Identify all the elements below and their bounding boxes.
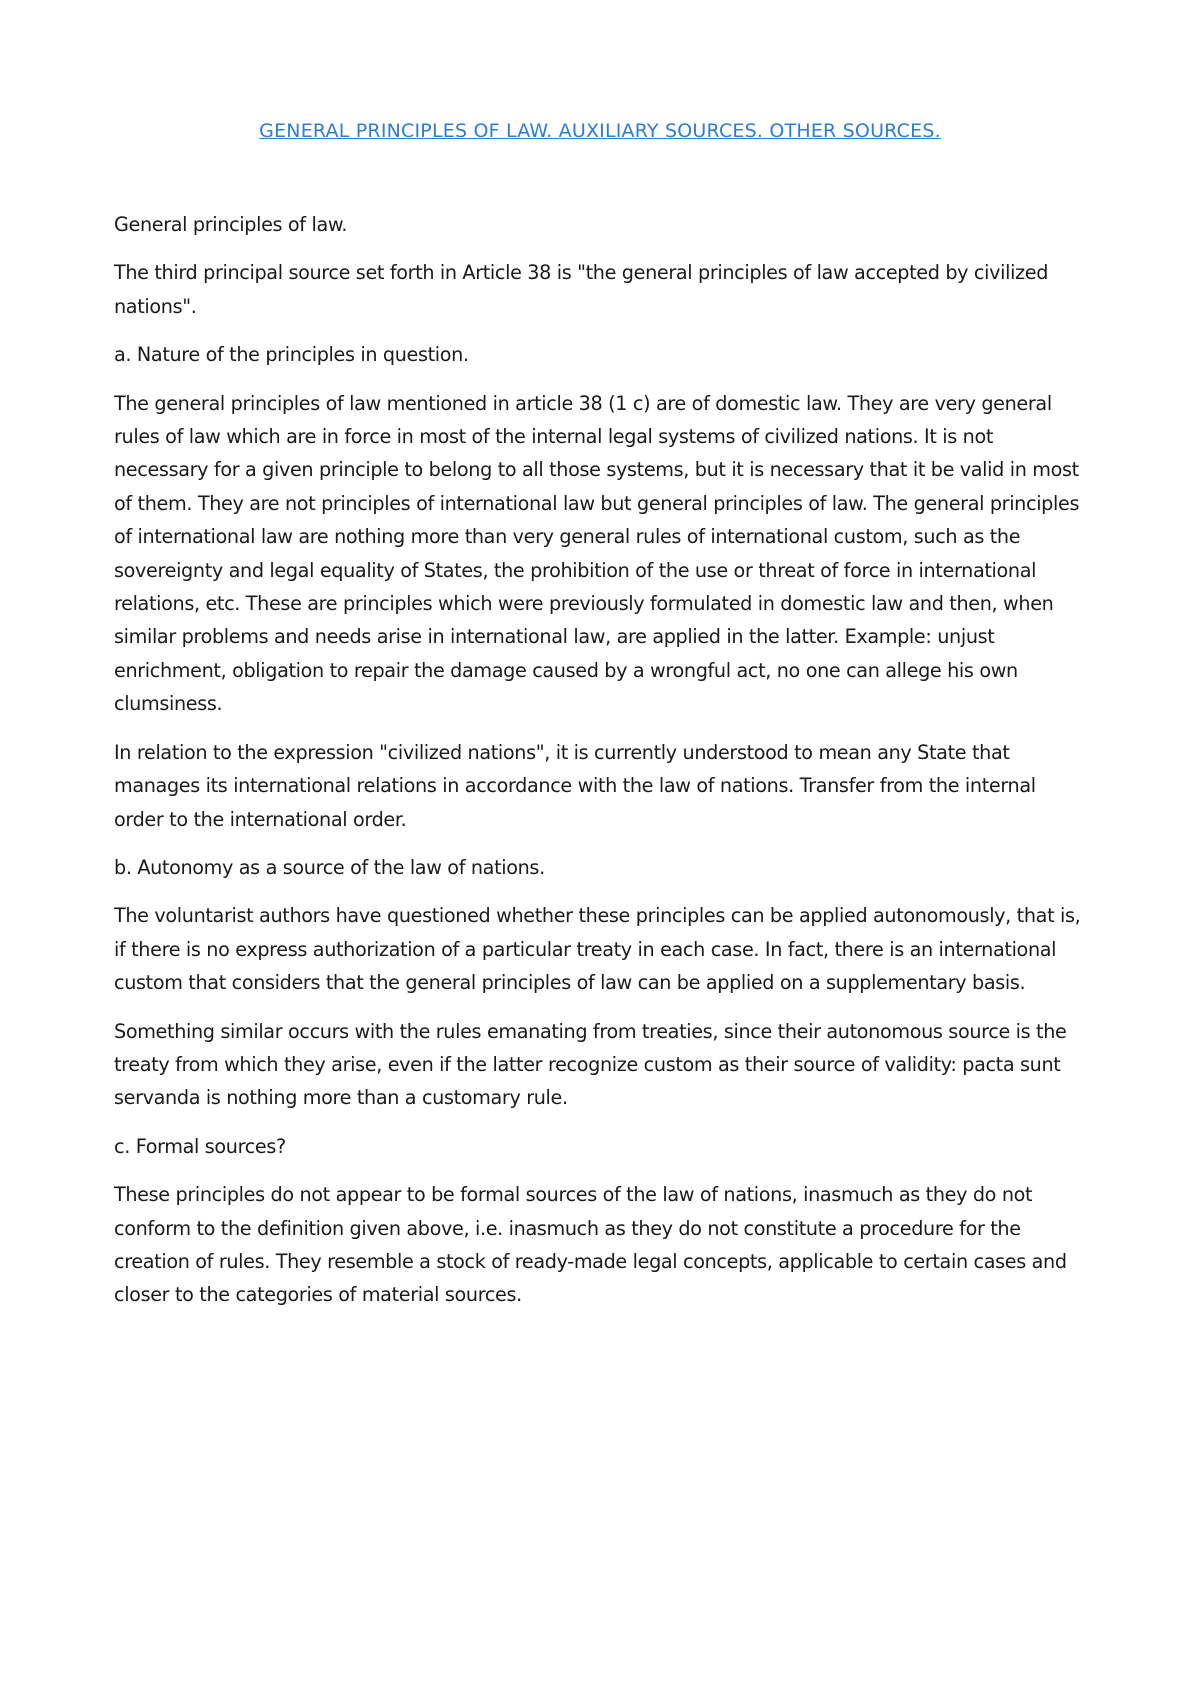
paragraph-civilized-nations: In relation to the expression "civilized nations", it is currently understood to mean any State that manages its international relations in accordance with the law of nations. Transfer from the internal order to the international order. [114,740,1036,831]
paragraph-formal-sources: These principles do not appear to be formal sources of the law of nations, inasmuch as they do not conform to the definition given above, i.e. inasmuch as they do not constitute a procedure for the creation of rules. They resemble a stock of ready-made legal concepts, applicable to certain cases and closer to the categories of material sources. [114,1183,1067,1307]
paragraph-article-38: The third principal source set forth in Article 38 is "the general principles of law accepted by civilized nations". [114,261,1049,318]
paragraph-voluntarist-authors: The voluntarist authors have questioned whether these principles can be applied autonomously, that is, if there is no express authorization of a particular treaty in each case. In fact, there is an international custom that considers that the general principles of law can be applied on a supplementary basis. [114,904,1081,995]
document-title: GENERAL PRINCIPLES OF LAW. AUXILIARY SOURCES. OTHER SOURCES. [259,120,941,142]
section-heading-formal-sources: c. Formal sources? [114,1134,286,1158]
paragraph-domestic-law: The general principles of law mentioned in article 38 (1 c) are of domestic law. They are very general rules of law which are in force in most of the internal legal systems of civilized nations. It is not necessary for a given principle to belong to all those systems, but it is necessary that it be valid in most of them. They are not principles of international law but general principles of law. The general principles of international law are nothing more than very general rules of international custom, such as the sovereignty and legal equality of States, the prohibition of the use or threat of force in international relations, etc. These are principles which were previously formulated in domestic law and then, when similar problems and needs arise in international law, are applied in the latter. Example: unjust enrichment, obligation to repair the damage caused by a wrongful act, no one can allege his own clumsiness. [114,391,1080,716]
section-heading-general-principles: General principles of law. [114,213,348,236]
document-body [114,208,1086,1327]
paragraph-treaties: Something similar occurs with the rules emanating from treaties, since their autonomous source is the treaty from which they arise, even if the latter recognize custom as their source of validity: pacta sunt servanda is nothing more than a customary rule. [114,1019,1067,1110]
section-heading-autonomy: b. Autonomy as a source of the law of nations. [114,855,545,879]
section-heading-nature: a. Nature of the principles in question. [114,343,469,367]
